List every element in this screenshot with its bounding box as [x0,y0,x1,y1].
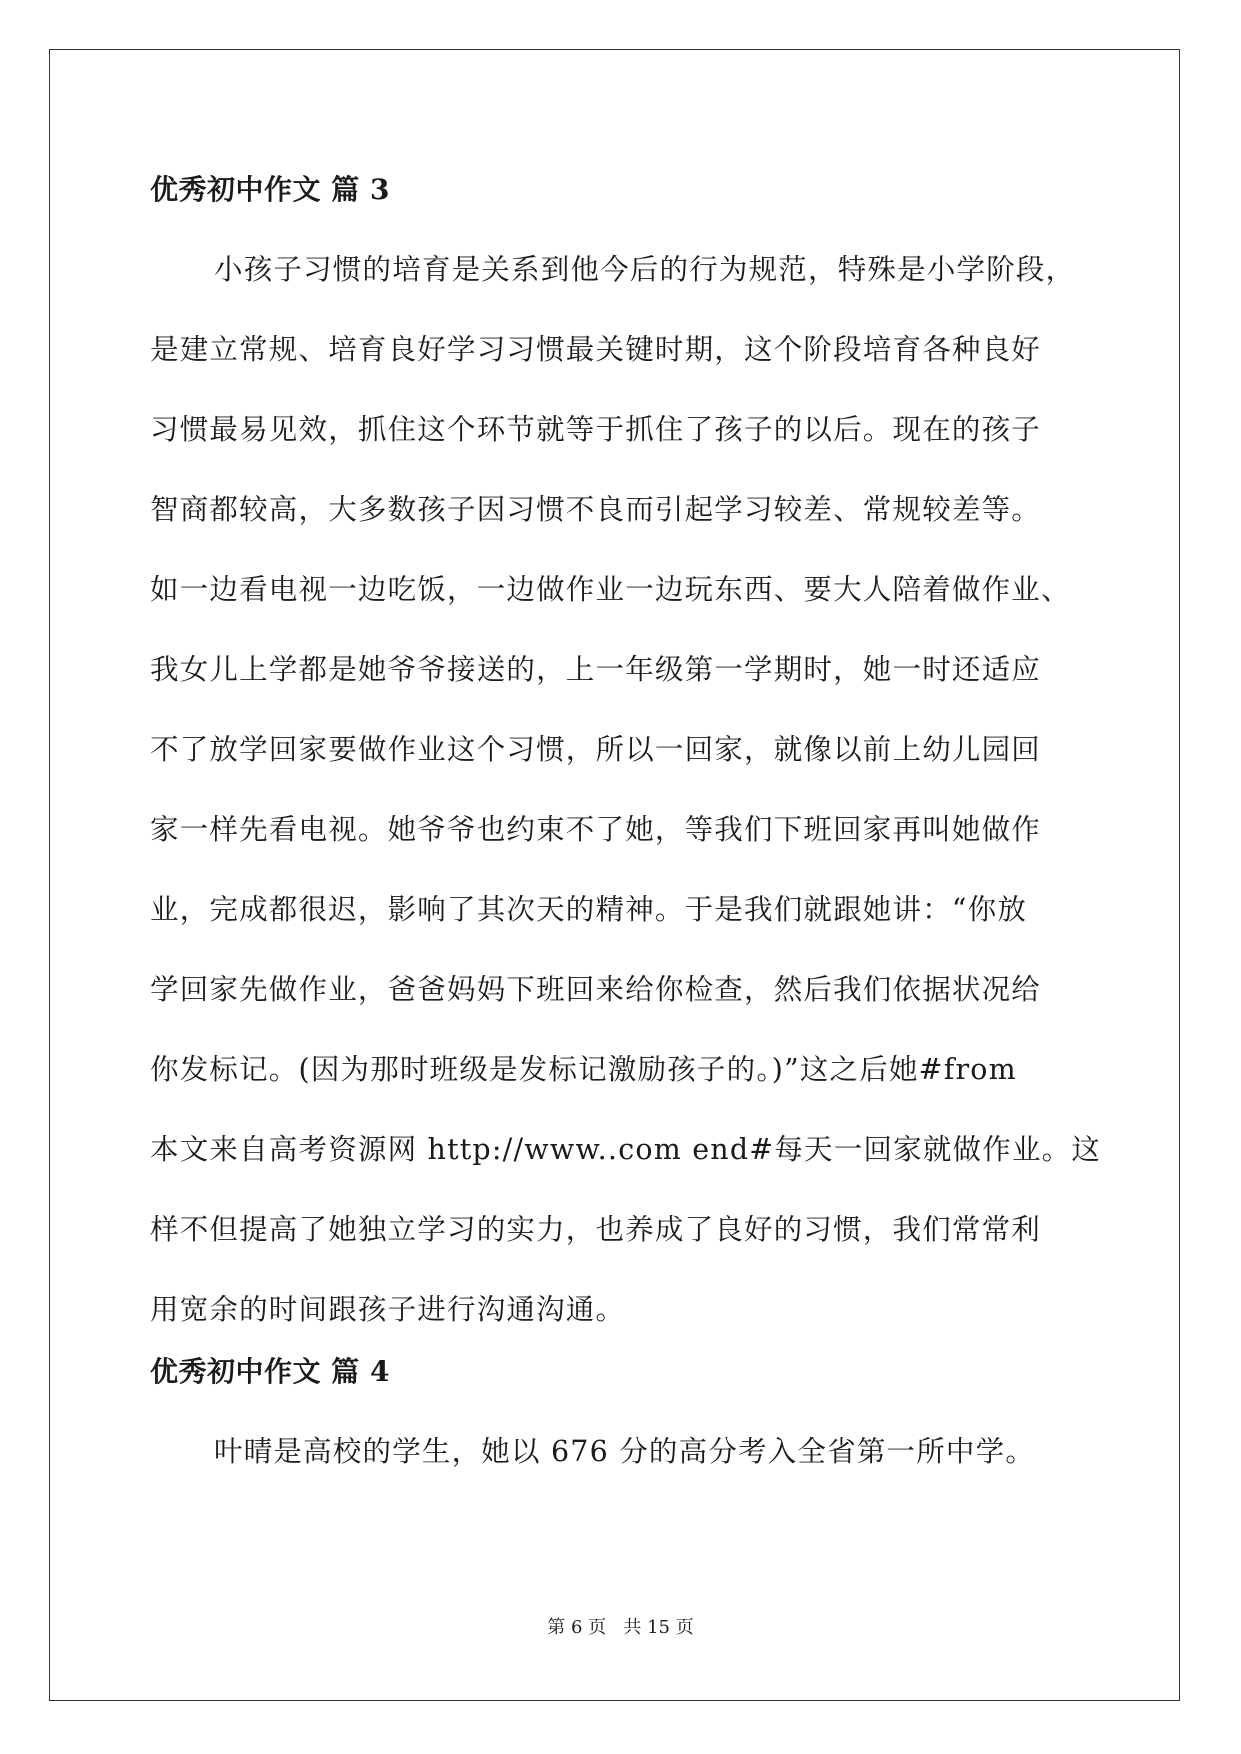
section-4-paragraph [150,1412,1090,1492]
paragraph-line: 本文来自高考资源网 http://www..com end#每天一回家就做作业。这 [150,1133,1102,1166]
page-footer [0,1616,1241,1640]
section-4-heading: 优秀初中作文 篇 4 [150,1355,390,1388]
paragraph-line: 学回家先做作业，爸爸妈妈下班回来给你检查，然后我们依据状况给 [150,973,1042,1006]
paragraph-line: 小孩子习惯的培育是关系到他今后的行为规范，特殊是小学阶段， [214,253,1076,286]
paragraph-line: 是建立常规、培育良好学习习惯最关键时期，这个阶段培育各种良好 [150,333,1042,366]
paragraph-line: 家一样先看电视。她爷爷也约束不了她，等我们下班回家再叫她做作 [150,813,1042,846]
document-body [150,155,1102,1492]
section-3-heading: 优秀初中作文 篇 3 [150,173,390,206]
paragraph-line: 智商都较高，大多数孩子因习惯不良而引起学习较差、常规较差等。 [150,493,1042,526]
page-number-current: 第 6 页 [547,1617,607,1638]
paragraph-line: 习惯最易见效，抓住这个环节就等于抓住了孩子的以后。现在的孩子 [150,413,1042,446]
paragraph-line: 用宽余的时间跟孩子进行沟通沟通。 [150,1293,626,1326]
footer-spacer [606,1617,623,1638]
paragraph-line: 你发标记。(因为那时班级是发标记激励孩子的。)”这之后她#from [150,1053,1017,1086]
paragraph-line: 不了放学回家要做作业这个习惯，所以一回家，就像以前上幼儿园回 [150,733,1042,766]
paragraph-line: 样不但提高了她独立学习的实力，也养成了良好的习惯，我们常常利 [150,1213,1042,1246]
paragraph-line: 我女儿上学都是她爷爷接送的，上一年级第一学期时，她一时还适应 [150,653,1042,686]
page-number-total: 共 15 页 [623,1617,694,1638]
paragraph-line: 业，完成都很迟，影响了其次天的精神。于是我们就跟她讲：“你放 [150,893,1028,926]
section-3-paragraph [150,230,1102,1350]
paragraph-line: 如一边看电视一边吃饭，一边做作业一边玩东西、要大人陪着做作业、 [150,573,1071,606]
paragraph-line: 叶晴是高校的学生，她以 676 分的高分考入全省第一所中学。 [214,1435,1036,1468]
